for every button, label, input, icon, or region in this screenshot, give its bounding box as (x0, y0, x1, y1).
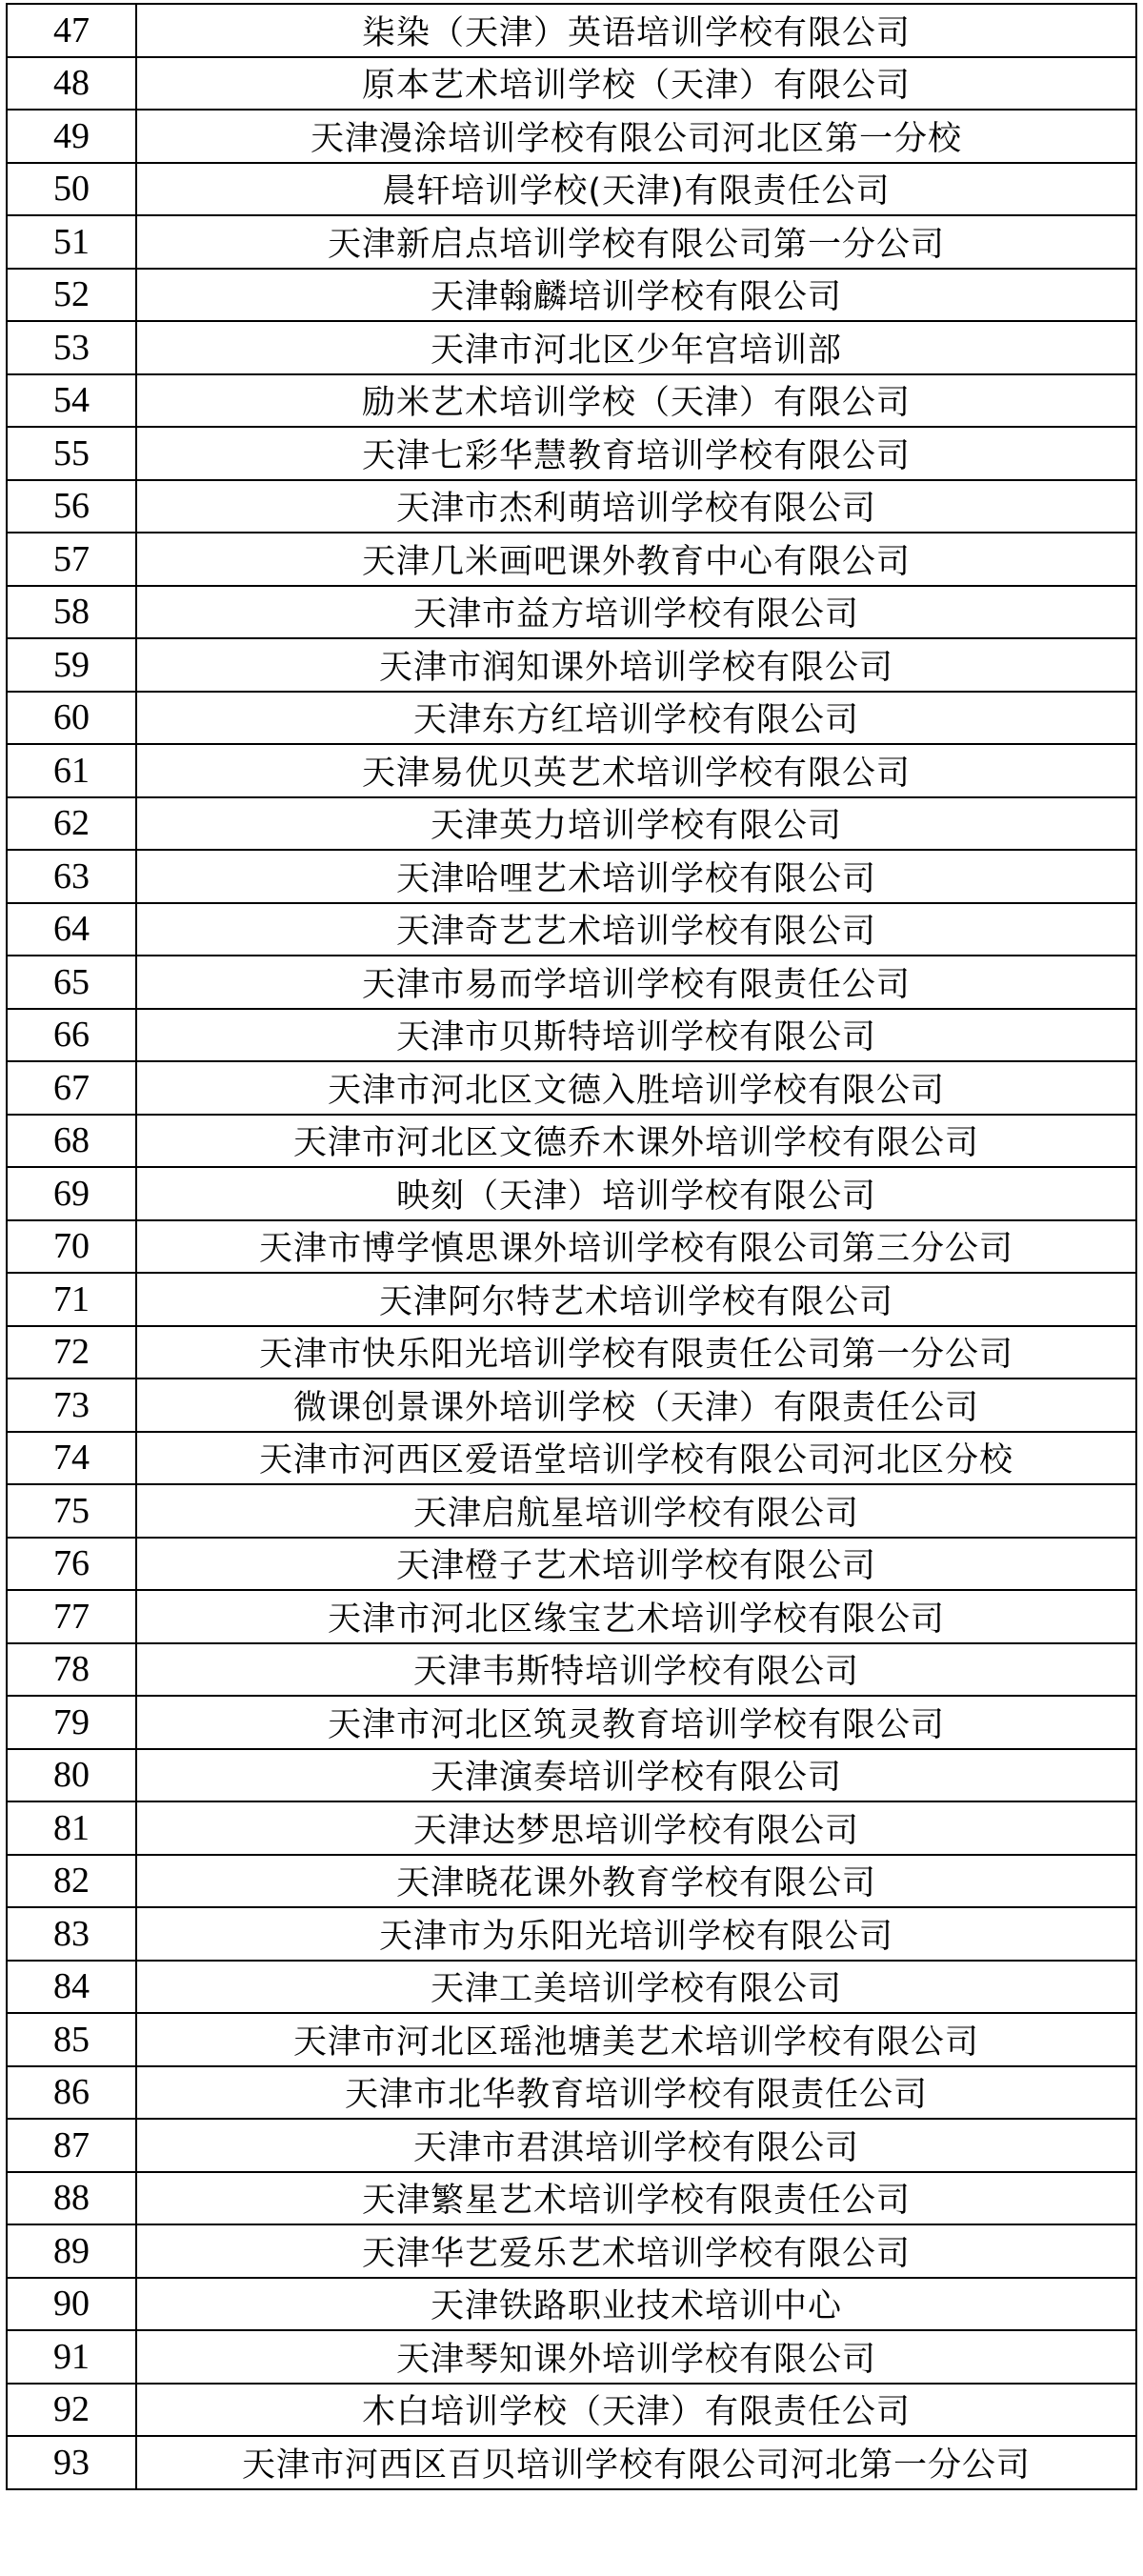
table-row (7, 2013, 1136, 2066)
table-row (7, 1484, 1136, 1538)
school-name-cell: 天津市河西区爱语堂培训学校有限公司河北区分校 (136, 1432, 1136, 1485)
school-name-cell: 天津市快乐阳光培训学校有限责任公司第一分公司 (136, 1326, 1136, 1379)
table-row (7, 1696, 1136, 1749)
row-number-cell: 86 (7, 2066, 136, 2120)
school-name-cell: 天津市杰利萌培训学校有限公司 (136, 480, 1136, 533)
table-row (7, 269, 1136, 322)
row-number-cell: 63 (7, 850, 136, 903)
row-number-cell: 59 (7, 638, 136, 692)
school-name-cell: 天津晓花课外教育学校有限公司 (136, 1855, 1136, 1908)
row-number-cell: 57 (7, 533, 136, 586)
table-row (7, 1167, 1136, 1220)
table-row (7, 1643, 1136, 1697)
table-row (7, 1009, 1136, 1062)
row-number-cell: 85 (7, 2013, 136, 2066)
row-number-cell: 81 (7, 1801, 136, 1855)
table-row (7, 2436, 1136, 2489)
school-name-cell: 天津市易而学培训学校有限责任公司 (136, 956, 1136, 1009)
table-row (7, 480, 1136, 533)
school-name-cell: 天津奇艺艺术培训学校有限公司 (136, 903, 1136, 956)
school-name-cell: 天津琴知课外培训学校有限公司 (136, 2330, 1136, 2384)
row-number-cell: 71 (7, 1273, 136, 1326)
row-number-cell: 55 (7, 427, 136, 480)
table-row (7, 2278, 1136, 2331)
school-name-cell: 励米艺术培训学校（天津）有限公司 (136, 374, 1136, 428)
table-row (7, 215, 1136, 269)
table-row (7, 57, 1136, 111)
school-name-cell: 天津市河北区筑灵教育培训学校有限公司 (136, 1696, 1136, 1749)
row-number-cell: 52 (7, 269, 136, 322)
school-name-cell: 天津新启点培训学校有限公司第一分公司 (136, 215, 1136, 269)
row-number-cell: 67 (7, 1061, 136, 1115)
row-number-cell: 68 (7, 1115, 136, 1168)
table-row (7, 1432, 1136, 1485)
table-row (7, 1326, 1136, 1379)
school-name-cell: 天津英力培训学校有限公司 (136, 797, 1136, 851)
school-name-cell: 天津橙子艺术培训学校有限公司 (136, 1538, 1136, 1591)
school-name-cell: 柒染（天津）英语培训学校有限公司 (136, 4, 1136, 57)
table-row (7, 321, 1136, 374)
school-name-cell: 晨轩培训学校(天津)有限责任公司 (136, 163, 1136, 216)
table-row (7, 2330, 1136, 2384)
row-number-cell: 73 (7, 1379, 136, 1432)
school-name-cell: 天津市博学慎思课外培训学校有限公司第三分公司 (136, 1220, 1136, 1274)
row-number-cell: 74 (7, 1432, 136, 1485)
table-row (7, 638, 1136, 692)
school-list-table (6, 3, 1137, 2490)
row-number-cell: 77 (7, 1590, 136, 1643)
table-row (7, 1273, 1136, 1326)
school-name-cell: 天津市为乐阳光培训学校有限公司 (136, 1907, 1136, 1961)
table-row (7, 744, 1136, 797)
school-name-cell: 天津工美培训学校有限公司 (136, 1961, 1136, 2014)
school-name-cell: 天津市河北区文德入胜培训学校有限公司 (136, 1061, 1136, 1115)
school-name-cell: 天津市河西区百贝培训学校有限公司河北第一分公司 (136, 2436, 1136, 2489)
table-row (7, 1855, 1136, 1908)
row-number-cell: 65 (7, 956, 136, 1009)
table-row (7, 1379, 1136, 1432)
row-number-cell: 61 (7, 744, 136, 797)
school-name-cell: 天津几米画吧课外教育中心有限公司 (136, 533, 1136, 586)
row-number-cell: 62 (7, 797, 136, 851)
school-name-cell: 天津易优贝英艺术培训学校有限公司 (136, 744, 1136, 797)
table-row (7, 110, 1136, 163)
school-name-cell: 天津市河北区少年宫培训部 (136, 321, 1136, 374)
table-row (7, 2224, 1136, 2278)
table-row (7, 850, 1136, 903)
school-name-cell: 天津市河北区缘宝艺术培训学校有限公司 (136, 1590, 1136, 1643)
school-name-cell: 天津演奏培训学校有限公司 (136, 1749, 1136, 1802)
school-name-cell: 天津启航星培训学校有限公司 (136, 1484, 1136, 1538)
table-row (7, 1061, 1136, 1115)
row-number-cell: 83 (7, 1907, 136, 1961)
row-number-cell: 90 (7, 2278, 136, 2331)
school-name-cell: 天津漫涂培训学校有限公司河北区第一分校 (136, 110, 1136, 163)
school-name-cell: 天津华艺爱乐艺术培训学校有限公司 (136, 2224, 1136, 2278)
school-name-cell: 天津繁星艺术培训学校有限责任公司 (136, 2172, 1136, 2225)
school-name-cell: 天津铁路职业技术培训中心 (136, 2278, 1136, 2331)
row-number-cell: 82 (7, 1855, 136, 1908)
row-number-cell: 88 (7, 2172, 136, 2225)
school-name-cell: 天津市河北区瑶池塘美艺术培训学校有限公司 (136, 2013, 1136, 2066)
table-row (7, 692, 1136, 745)
row-number-cell: 79 (7, 1696, 136, 1749)
row-number-cell: 69 (7, 1167, 136, 1220)
school-name-cell: 天津七彩华慧教育培训学校有限公司 (136, 427, 1136, 480)
row-number-cell: 56 (7, 480, 136, 533)
row-number-cell: 64 (7, 903, 136, 956)
school-name-cell: 天津哈哩艺术培训学校有限公司 (136, 850, 1136, 903)
table-row (7, 1220, 1136, 1274)
table-row (7, 2066, 1136, 2120)
row-number-cell: 92 (7, 2384, 136, 2437)
school-name-cell: 天津市润知课外培训学校有限公司 (136, 638, 1136, 692)
school-name-cell: 天津市君淇培训学校有限公司 (136, 2119, 1136, 2172)
row-number-cell: 58 (7, 586, 136, 639)
table-row (7, 956, 1136, 1009)
row-number-cell: 91 (7, 2330, 136, 2384)
school-name-cell: 天津市北华教育培训学校有限责任公司 (136, 2066, 1136, 2120)
row-number-cell: 48 (7, 57, 136, 111)
table-row (7, 2172, 1136, 2225)
row-number-cell: 50 (7, 163, 136, 216)
row-number-cell: 49 (7, 110, 136, 163)
school-name-cell: 天津市益方培训学校有限公司 (136, 586, 1136, 639)
table-row (7, 586, 1136, 639)
row-number-cell: 70 (7, 1220, 136, 1274)
school-name-cell: 映刻（天津）培训学校有限公司 (136, 1167, 1136, 1220)
school-name-cell: 木白培训学校（天津）有限责任公司 (136, 2384, 1136, 2437)
table-row (7, 1538, 1136, 1591)
table-row (7, 1115, 1136, 1168)
row-number-cell: 80 (7, 1749, 136, 1802)
school-name-cell: 天津翰麟培训学校有限公司 (136, 269, 1136, 322)
table-row (7, 1961, 1136, 2014)
school-name-cell: 天津韦斯特培训学校有限公司 (136, 1643, 1136, 1697)
school-name-cell: 天津市河北区文德乔木课外培训学校有限公司 (136, 1115, 1136, 1168)
table-row (7, 797, 1136, 851)
table-row (7, 903, 1136, 956)
school-name-cell: 微课创景课外培训学校（天津）有限责任公司 (136, 1379, 1136, 1432)
table-row (7, 1590, 1136, 1643)
school-name-cell: 天津阿尔特艺术培训学校有限公司 (136, 1273, 1136, 1326)
row-number-cell: 54 (7, 374, 136, 428)
row-number-cell: 53 (7, 321, 136, 374)
row-number-cell: 78 (7, 1643, 136, 1697)
row-number-cell: 72 (7, 1326, 136, 1379)
row-number-cell: 87 (7, 2119, 136, 2172)
row-number-cell: 66 (7, 1009, 136, 1062)
school-name-cell: 原本艺术培训学校（天津）有限公司 (136, 57, 1136, 111)
table-row (7, 374, 1136, 428)
row-number-cell: 76 (7, 1538, 136, 1591)
table-row (7, 163, 1136, 216)
row-number-cell: 84 (7, 1961, 136, 2014)
row-number-cell: 51 (7, 215, 136, 269)
table-row (7, 2384, 1136, 2437)
table-row (7, 427, 1136, 480)
school-name-cell: 天津东方红培训学校有限公司 (136, 692, 1136, 745)
school-name-cell: 天津达梦思培训学校有限公司 (136, 1801, 1136, 1855)
row-number-cell: 93 (7, 2436, 136, 2489)
row-number-cell: 60 (7, 692, 136, 745)
row-number-cell: 89 (7, 2224, 136, 2278)
table-body (7, 4, 1136, 2489)
table-row (7, 1801, 1136, 1855)
table-row (7, 533, 1136, 586)
row-number-cell: 75 (7, 1484, 136, 1538)
table-row (7, 2119, 1136, 2172)
table-row (7, 1749, 1136, 1802)
school-name-cell: 天津市贝斯特培训学校有限公司 (136, 1009, 1136, 1062)
table-row (7, 4, 1136, 57)
row-number-cell: 47 (7, 4, 136, 57)
table-row (7, 1907, 1136, 1961)
